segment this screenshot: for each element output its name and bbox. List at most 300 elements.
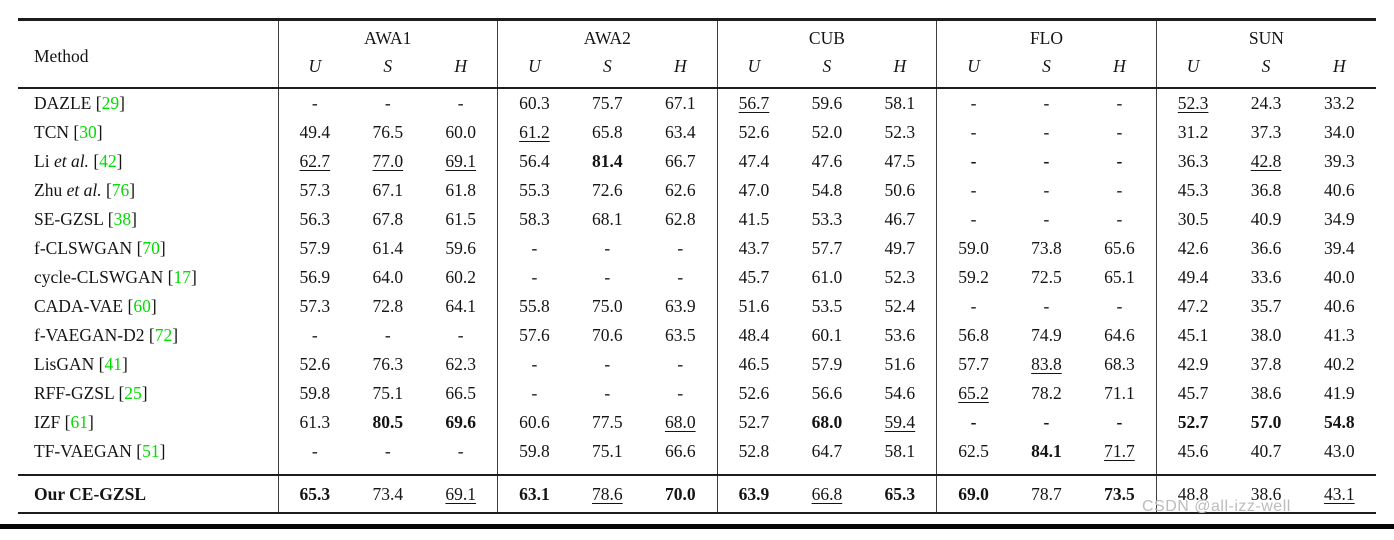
score-cell: 55.3 bbox=[498, 176, 571, 205]
method-name: cycle-CLSWGAN bbox=[34, 267, 164, 287]
score-cell: 24.3 bbox=[1250, 93, 1282, 113]
score-cell: 39.3 bbox=[1324, 151, 1355, 171]
score-cell: 76.3 bbox=[372, 354, 404, 374]
method-cell: TF-VAEGAN [51] bbox=[34, 441, 166, 461]
method-column-header: Method bbox=[34, 45, 89, 66]
method-cell: cycle-CLSWGAN [17] bbox=[34, 267, 197, 287]
score-cell: 71.1 bbox=[1104, 383, 1135, 403]
citation-number: 60 bbox=[133, 296, 151, 316]
score-cell: 59.0 bbox=[937, 234, 1010, 263]
score-cell: 45.3 bbox=[1156, 176, 1229, 205]
score-cell: 57.0 bbox=[1250, 412, 1282, 432]
spacer-cell bbox=[571, 466, 644, 475]
score-cell: - bbox=[278, 321, 351, 350]
score-cell: 49.4 bbox=[1156, 263, 1229, 292]
score-cell: 78.7 bbox=[1010, 475, 1083, 513]
score-cell: 51.6 bbox=[717, 292, 790, 321]
score-cell: 69.1 bbox=[445, 151, 477, 171]
score-cell: 52.6 bbox=[278, 350, 351, 379]
metric-subheader: S bbox=[1042, 55, 1051, 76]
dataset-group-header: AWA1 bbox=[278, 20, 498, 52]
score-cell: 65.3 bbox=[864, 475, 937, 513]
score-cell: 57.7 bbox=[811, 238, 843, 258]
table-row bbox=[18, 234, 1376, 263]
score-cell: 36.6 bbox=[1250, 238, 1282, 258]
score-cell: - bbox=[457, 93, 464, 113]
spacer-cell bbox=[790, 466, 863, 475]
score-cell: - bbox=[384, 441, 391, 461]
score-cell: 56.7 bbox=[717, 88, 790, 118]
score-cell: 41.5 bbox=[717, 205, 790, 234]
method-name: CADA-VAE bbox=[34, 296, 124, 316]
score-cell: 47.4 bbox=[717, 147, 790, 176]
method-name: f-VAEGAN-D2 bbox=[34, 325, 145, 345]
method-cell: f-CLSWGAN [70] bbox=[34, 238, 166, 258]
table-row bbox=[18, 176, 1376, 205]
bottom-rule bbox=[0, 524, 1394, 529]
method-cell: LisGAN [41] bbox=[34, 354, 128, 374]
score-cell: 43.1 bbox=[1303, 475, 1376, 513]
spacer-cell bbox=[1156, 466, 1229, 475]
score-cell: 39.4 bbox=[1324, 238, 1355, 258]
score-cell: - bbox=[457, 441, 464, 461]
score-cell: 65.6 bbox=[1104, 238, 1135, 258]
citation-number: 41 bbox=[104, 354, 122, 374]
score-cell: 58.1 bbox=[884, 93, 916, 113]
score-cell: 73.8 bbox=[1031, 238, 1062, 258]
score-cell: 63.1 bbox=[498, 475, 571, 513]
score-cell: 52.3 bbox=[884, 267, 916, 287]
score-cell: 53.3 bbox=[811, 209, 843, 229]
score-cell: - bbox=[1116, 209, 1123, 229]
score-cell: 52.6 bbox=[717, 118, 790, 147]
score-cell: - bbox=[677, 238, 684, 258]
method-cell: Li et al. [42] bbox=[34, 151, 123, 171]
score-cell: 57.9 bbox=[811, 354, 843, 374]
score-cell: - bbox=[498, 379, 571, 408]
score-cell: 72.5 bbox=[1031, 267, 1062, 287]
score-cell: 68.0 bbox=[664, 412, 696, 432]
score-cell: 57.7 bbox=[937, 350, 1010, 379]
table-row bbox=[18, 292, 1376, 321]
score-cell: 61.4 bbox=[372, 238, 404, 258]
score-cell: - bbox=[498, 350, 571, 379]
score-cell: - bbox=[604, 354, 611, 374]
score-cell: 64.7 bbox=[811, 441, 843, 461]
score-cell: 70.0 bbox=[644, 475, 717, 513]
score-cell: - bbox=[677, 354, 684, 374]
score-cell: 40.9 bbox=[1250, 209, 1282, 229]
dataset-group-header: SUN bbox=[1156, 20, 1376, 52]
citation-number: 42 bbox=[99, 151, 117, 171]
score-cell: 35.7 bbox=[1250, 296, 1282, 316]
score-cell: 56.4 bbox=[498, 147, 571, 176]
score-cell: 67.8 bbox=[372, 209, 404, 229]
score-cell: - bbox=[457, 325, 464, 345]
score-cell: 51.6 bbox=[884, 354, 916, 374]
method-name: LisGAN bbox=[34, 354, 95, 374]
score-cell: - bbox=[1116, 180, 1123, 200]
score-cell: 45.7 bbox=[1156, 379, 1229, 408]
table-row bbox=[18, 88, 1376, 118]
score-cell: 75.7 bbox=[592, 93, 623, 113]
score-cell: 46.7 bbox=[884, 209, 916, 229]
score-cell: - bbox=[278, 88, 351, 118]
score-cell: - bbox=[937, 88, 1010, 118]
metric-subheader: H bbox=[454, 55, 468, 76]
score-cell: 63.9 bbox=[717, 475, 790, 513]
score-cell: 45.6 bbox=[1156, 437, 1229, 466]
etal-label: et al. bbox=[62, 180, 102, 200]
score-cell: 54.8 bbox=[1324, 412, 1355, 432]
spacer-cell bbox=[1303, 466, 1376, 475]
score-cell: 56.9 bbox=[278, 263, 351, 292]
score-cell: 62.8 bbox=[664, 209, 696, 229]
score-cell: 60.0 bbox=[445, 122, 477, 142]
score-cell: 75.1 bbox=[592, 441, 623, 461]
score-cell: 63.4 bbox=[664, 122, 696, 142]
score-cell: 63.9 bbox=[664, 296, 696, 316]
metric-subheader: H bbox=[1113, 55, 1126, 76]
score-cell: 64.6 bbox=[1104, 325, 1135, 345]
score-cell: 84.1 bbox=[1031, 441, 1062, 461]
score-cell: 56.3 bbox=[278, 205, 351, 234]
score-cell: 62.6 bbox=[664, 180, 696, 200]
citation-number: 70 bbox=[142, 238, 160, 258]
score-cell: 58.1 bbox=[884, 441, 916, 461]
score-cell: 31.2 bbox=[1156, 118, 1229, 147]
score-cell: - bbox=[1116, 151, 1123, 171]
method-cell: IZF [61] bbox=[34, 412, 94, 432]
score-cell: 38.6 bbox=[1229, 475, 1302, 513]
score-cell: 52.0 bbox=[811, 122, 843, 142]
csdn-watermark: CSDN @all-izz-well bbox=[1142, 498, 1291, 515]
score-cell: 40.0 bbox=[1324, 267, 1355, 287]
metric-subheader: U bbox=[937, 51, 1010, 88]
score-cell: 68.0 bbox=[811, 412, 843, 432]
score-cell: 62.5 bbox=[937, 437, 1010, 466]
score-cell: 63.5 bbox=[664, 325, 696, 345]
score-cell: 52.4 bbox=[884, 296, 916, 316]
spacer-cell bbox=[278, 466, 351, 475]
score-cell: 61.8 bbox=[445, 180, 477, 200]
score-cell: - bbox=[604, 383, 611, 403]
score-cell: 52.8 bbox=[717, 437, 790, 466]
score-cell: 59.6 bbox=[811, 93, 843, 113]
table-row bbox=[18, 147, 1376, 176]
score-cell: 49.7 bbox=[884, 238, 916, 258]
score-cell: - bbox=[384, 325, 391, 345]
metric-subheader: S bbox=[383, 55, 393, 76]
score-cell: 40.2 bbox=[1324, 354, 1355, 374]
table-row bbox=[18, 350, 1376, 379]
spacer-cell bbox=[717, 466, 790, 475]
spacer-cell bbox=[1010, 466, 1083, 475]
score-cell: 57.9 bbox=[278, 234, 351, 263]
score-cell: 66.7 bbox=[664, 151, 696, 171]
table-row bbox=[18, 263, 1376, 292]
dataset-group-header: CUB bbox=[717, 20, 937, 52]
score-cell: - bbox=[1043, 93, 1050, 113]
spacer-cell bbox=[644, 466, 717, 475]
score-cell: 61.5 bbox=[445, 209, 477, 229]
table-body bbox=[18, 88, 1376, 513]
score-cell: 68.1 bbox=[592, 209, 623, 229]
score-cell: 59.4 bbox=[884, 412, 916, 432]
score-cell: 83.8 bbox=[1031, 354, 1062, 374]
score-cell: 40.6 bbox=[1324, 180, 1355, 200]
score-cell: - bbox=[937, 292, 1010, 321]
score-cell: 52.7 bbox=[717, 408, 790, 437]
score-cell: 62.3 bbox=[445, 354, 477, 374]
spacer-cell bbox=[498, 466, 571, 475]
score-cell: 75.0 bbox=[592, 296, 623, 316]
score-cell: 46.5 bbox=[717, 350, 790, 379]
score-cell: 60.2 bbox=[445, 267, 477, 287]
method-name: RFF-GZSL bbox=[34, 383, 115, 403]
score-cell: 68.3 bbox=[1104, 354, 1135, 374]
method-cell: DAZLE [29] bbox=[34, 93, 125, 113]
score-cell: 57.6 bbox=[498, 321, 571, 350]
method-name: f-CLSWGAN bbox=[34, 238, 133, 258]
score-cell: 75.1 bbox=[372, 383, 404, 403]
score-cell: 38.6 bbox=[1250, 383, 1282, 403]
score-cell: - bbox=[604, 238, 611, 258]
score-cell: 30.5 bbox=[1156, 205, 1229, 234]
score-cell: - bbox=[937, 408, 1010, 437]
score-cell: 67.1 bbox=[372, 180, 404, 200]
method-name: DAZLE bbox=[34, 93, 92, 113]
score-cell: 66.5 bbox=[445, 383, 477, 403]
score-cell: 33.2 bbox=[1324, 93, 1355, 113]
score-cell: - bbox=[1043, 122, 1050, 142]
score-cell: - bbox=[1043, 209, 1050, 229]
score-cell: 52.3 bbox=[1156, 88, 1229, 118]
score-cell: 47.5 bbox=[884, 151, 916, 171]
score-cell: 65.2 bbox=[937, 379, 1010, 408]
citation-number: 29 bbox=[101, 93, 120, 113]
citation-number: 76 bbox=[111, 180, 130, 200]
gzsl-results-table bbox=[18, 18, 1376, 514]
score-cell: 48.4 bbox=[717, 321, 790, 350]
score-cell: 65.1 bbox=[1104, 267, 1135, 287]
spacer-cell bbox=[937, 466, 1010, 475]
score-cell: 42.6 bbox=[1156, 234, 1229, 263]
score-cell: 58.3 bbox=[498, 205, 571, 234]
score-cell: 65.8 bbox=[592, 122, 623, 142]
score-cell: 53.6 bbox=[884, 325, 916, 345]
score-cell: 53.5 bbox=[811, 296, 843, 316]
score-cell: 59.8 bbox=[278, 379, 351, 408]
score-cell: 41.3 bbox=[1324, 325, 1355, 345]
method-name: TCN bbox=[34, 122, 69, 142]
table-row bbox=[18, 408, 1376, 437]
score-cell: 47.2 bbox=[1156, 292, 1229, 321]
dataset-group-header: FLO bbox=[937, 20, 1157, 52]
score-cell: - bbox=[1043, 151, 1050, 171]
score-cell: 65.3 bbox=[278, 475, 351, 513]
score-cell: 54.6 bbox=[884, 383, 916, 403]
score-cell: 50.6 bbox=[884, 180, 916, 200]
spacer-cell bbox=[351, 466, 424, 475]
method-cell: f-VAEGAN-D2 [72] bbox=[34, 325, 179, 345]
method-cell bbox=[18, 475, 278, 513]
score-cell: - bbox=[384, 93, 391, 113]
score-cell: - bbox=[677, 383, 684, 403]
metric-subheader: U bbox=[1156, 51, 1229, 88]
method-name: SE-GZSL bbox=[34, 209, 104, 229]
score-cell: 72.8 bbox=[372, 296, 404, 316]
score-cell: 70.6 bbox=[592, 325, 623, 345]
score-cell: 34.0 bbox=[1324, 122, 1355, 142]
score-cell: 40.6 bbox=[1324, 296, 1355, 316]
score-cell: 71.7 bbox=[1104, 441, 1135, 461]
score-cell: 52.6 bbox=[717, 379, 790, 408]
score-cell: 36.3 bbox=[1156, 147, 1229, 176]
score-cell: 74.9 bbox=[1031, 325, 1062, 345]
score-cell: - bbox=[1116, 412, 1123, 432]
score-cell: 66.8 bbox=[790, 475, 863, 513]
score-cell: 61.2 bbox=[498, 118, 571, 147]
score-cell: - bbox=[1116, 296, 1123, 316]
score-cell: - bbox=[498, 263, 571, 292]
score-cell: 54.8 bbox=[811, 180, 843, 200]
score-cell: 59.2 bbox=[937, 263, 1010, 292]
method-name: Our CE-GZSL bbox=[34, 483, 146, 504]
score-cell: 57.3 bbox=[278, 292, 351, 321]
metric-subheader: S bbox=[822, 55, 832, 76]
spacer-cell bbox=[864, 466, 937, 475]
score-cell: - bbox=[937, 147, 1010, 176]
method-cell: TCN [30] bbox=[34, 122, 103, 142]
spacer-cell bbox=[1083, 466, 1156, 475]
score-cell: 41.9 bbox=[1324, 383, 1355, 403]
score-cell: 37.3 bbox=[1250, 122, 1282, 142]
table-row bbox=[18, 379, 1376, 408]
score-cell: - bbox=[937, 205, 1010, 234]
score-cell: 73.5 bbox=[1083, 475, 1156, 513]
score-cell: 73.4 bbox=[351, 475, 424, 513]
citation-number: 25 bbox=[124, 383, 142, 403]
spacer-cell bbox=[424, 466, 497, 475]
score-cell: - bbox=[677, 267, 684, 287]
score-cell: - bbox=[1043, 412, 1050, 432]
table-row bbox=[18, 118, 1376, 147]
score-cell: 45.7 bbox=[717, 263, 790, 292]
score-cell: 43.0 bbox=[1324, 441, 1355, 461]
score-cell: 62.7 bbox=[278, 147, 351, 176]
score-cell: 55.8 bbox=[498, 292, 571, 321]
score-cell: 59.8 bbox=[498, 437, 571, 466]
metric-subheader: H bbox=[893, 55, 907, 76]
metric-subheader: U bbox=[278, 51, 351, 88]
score-cell: 47.0 bbox=[717, 176, 790, 205]
score-cell: 47.6 bbox=[811, 151, 843, 171]
score-cell: - bbox=[498, 234, 571, 263]
citation-number: 61 bbox=[70, 412, 88, 432]
score-cell: 42.8 bbox=[1250, 151, 1282, 171]
method-cell: SE-GZSL [38] bbox=[34, 209, 137, 229]
score-cell: - bbox=[1043, 180, 1050, 200]
table-header bbox=[18, 20, 1376, 89]
score-cell: 56.8 bbox=[937, 321, 1010, 350]
score-cell: 33.6 bbox=[1250, 267, 1282, 287]
score-cell: 81.4 bbox=[592, 151, 623, 171]
score-cell: 49.4 bbox=[278, 118, 351, 147]
citation-number: 17 bbox=[173, 267, 191, 287]
score-cell: 60.6 bbox=[498, 408, 571, 437]
metric-subheader: H bbox=[1332, 55, 1346, 76]
score-cell: 66.6 bbox=[664, 441, 696, 461]
metric-subheader: U bbox=[717, 51, 790, 88]
score-cell: 34.9 bbox=[1324, 209, 1355, 229]
score-cell: 61.3 bbox=[278, 408, 351, 437]
score-cell: 64.1 bbox=[445, 296, 477, 316]
metric-subheader: U bbox=[498, 51, 571, 88]
etal-label: et al. bbox=[49, 151, 89, 171]
score-cell: 60.3 bbox=[498, 88, 571, 118]
citation-number: 30 bbox=[79, 122, 97, 142]
score-cell: - bbox=[1116, 122, 1123, 142]
score-cell: 61.0 bbox=[811, 267, 843, 287]
score-cell: 40.7 bbox=[1250, 441, 1282, 461]
score-cell: 60.1 bbox=[811, 325, 843, 345]
table-row bbox=[18, 437, 1376, 466]
score-cell: 43.7 bbox=[717, 234, 790, 263]
method-cell: RFF-GZSL [25] bbox=[34, 383, 148, 403]
score-cell: 77.0 bbox=[372, 151, 404, 171]
score-cell: 77.5 bbox=[592, 412, 623, 432]
score-cell: 52.3 bbox=[884, 122, 916, 142]
table-row bbox=[18, 321, 1376, 350]
spacer-row bbox=[18, 466, 1376, 475]
spacer-cell bbox=[1229, 466, 1302, 475]
metric-subheader: S bbox=[602, 55, 612, 76]
score-cell: 45.1 bbox=[1156, 321, 1229, 350]
score-cell: 76.5 bbox=[372, 122, 404, 142]
method-name: Zhu bbox=[34, 180, 63, 200]
score-cell: - bbox=[604, 267, 611, 287]
score-cell: - bbox=[937, 118, 1010, 147]
method-name: TF-VAEGAN bbox=[34, 441, 132, 461]
score-cell: 57.3 bbox=[278, 176, 351, 205]
method-name: IZF bbox=[34, 412, 61, 432]
score-cell: 80.5 bbox=[372, 412, 404, 432]
method-cell: CADA-VAE [60] bbox=[34, 296, 157, 316]
citation-number: 72 bbox=[154, 325, 173, 345]
score-cell: 78.6 bbox=[571, 475, 644, 513]
metric-subheader: S bbox=[1261, 55, 1271, 76]
score-cell: 69.0 bbox=[937, 475, 1010, 513]
score-cell: - bbox=[278, 437, 351, 466]
citation-number: 51 bbox=[142, 441, 160, 461]
citation-number: 38 bbox=[113, 209, 132, 229]
method-name: Li bbox=[34, 151, 50, 171]
score-cell: 78.2 bbox=[1031, 383, 1062, 403]
table-row bbox=[18, 205, 1376, 234]
score-cell: 67.1 bbox=[664, 93, 696, 113]
score-cell: 72.6 bbox=[592, 180, 623, 200]
dataset-group-header: AWA2 bbox=[498, 20, 718, 52]
score-cell: 59.6 bbox=[445, 238, 477, 258]
score-cell: 38.0 bbox=[1250, 325, 1282, 345]
score-cell: 36.8 bbox=[1250, 180, 1282, 200]
score-cell: - bbox=[937, 176, 1010, 205]
score-cell: - bbox=[1043, 296, 1050, 316]
score-cell: 42.9 bbox=[1156, 350, 1229, 379]
score-cell: 56.6 bbox=[811, 383, 843, 403]
spacer-cell bbox=[18, 466, 278, 475]
